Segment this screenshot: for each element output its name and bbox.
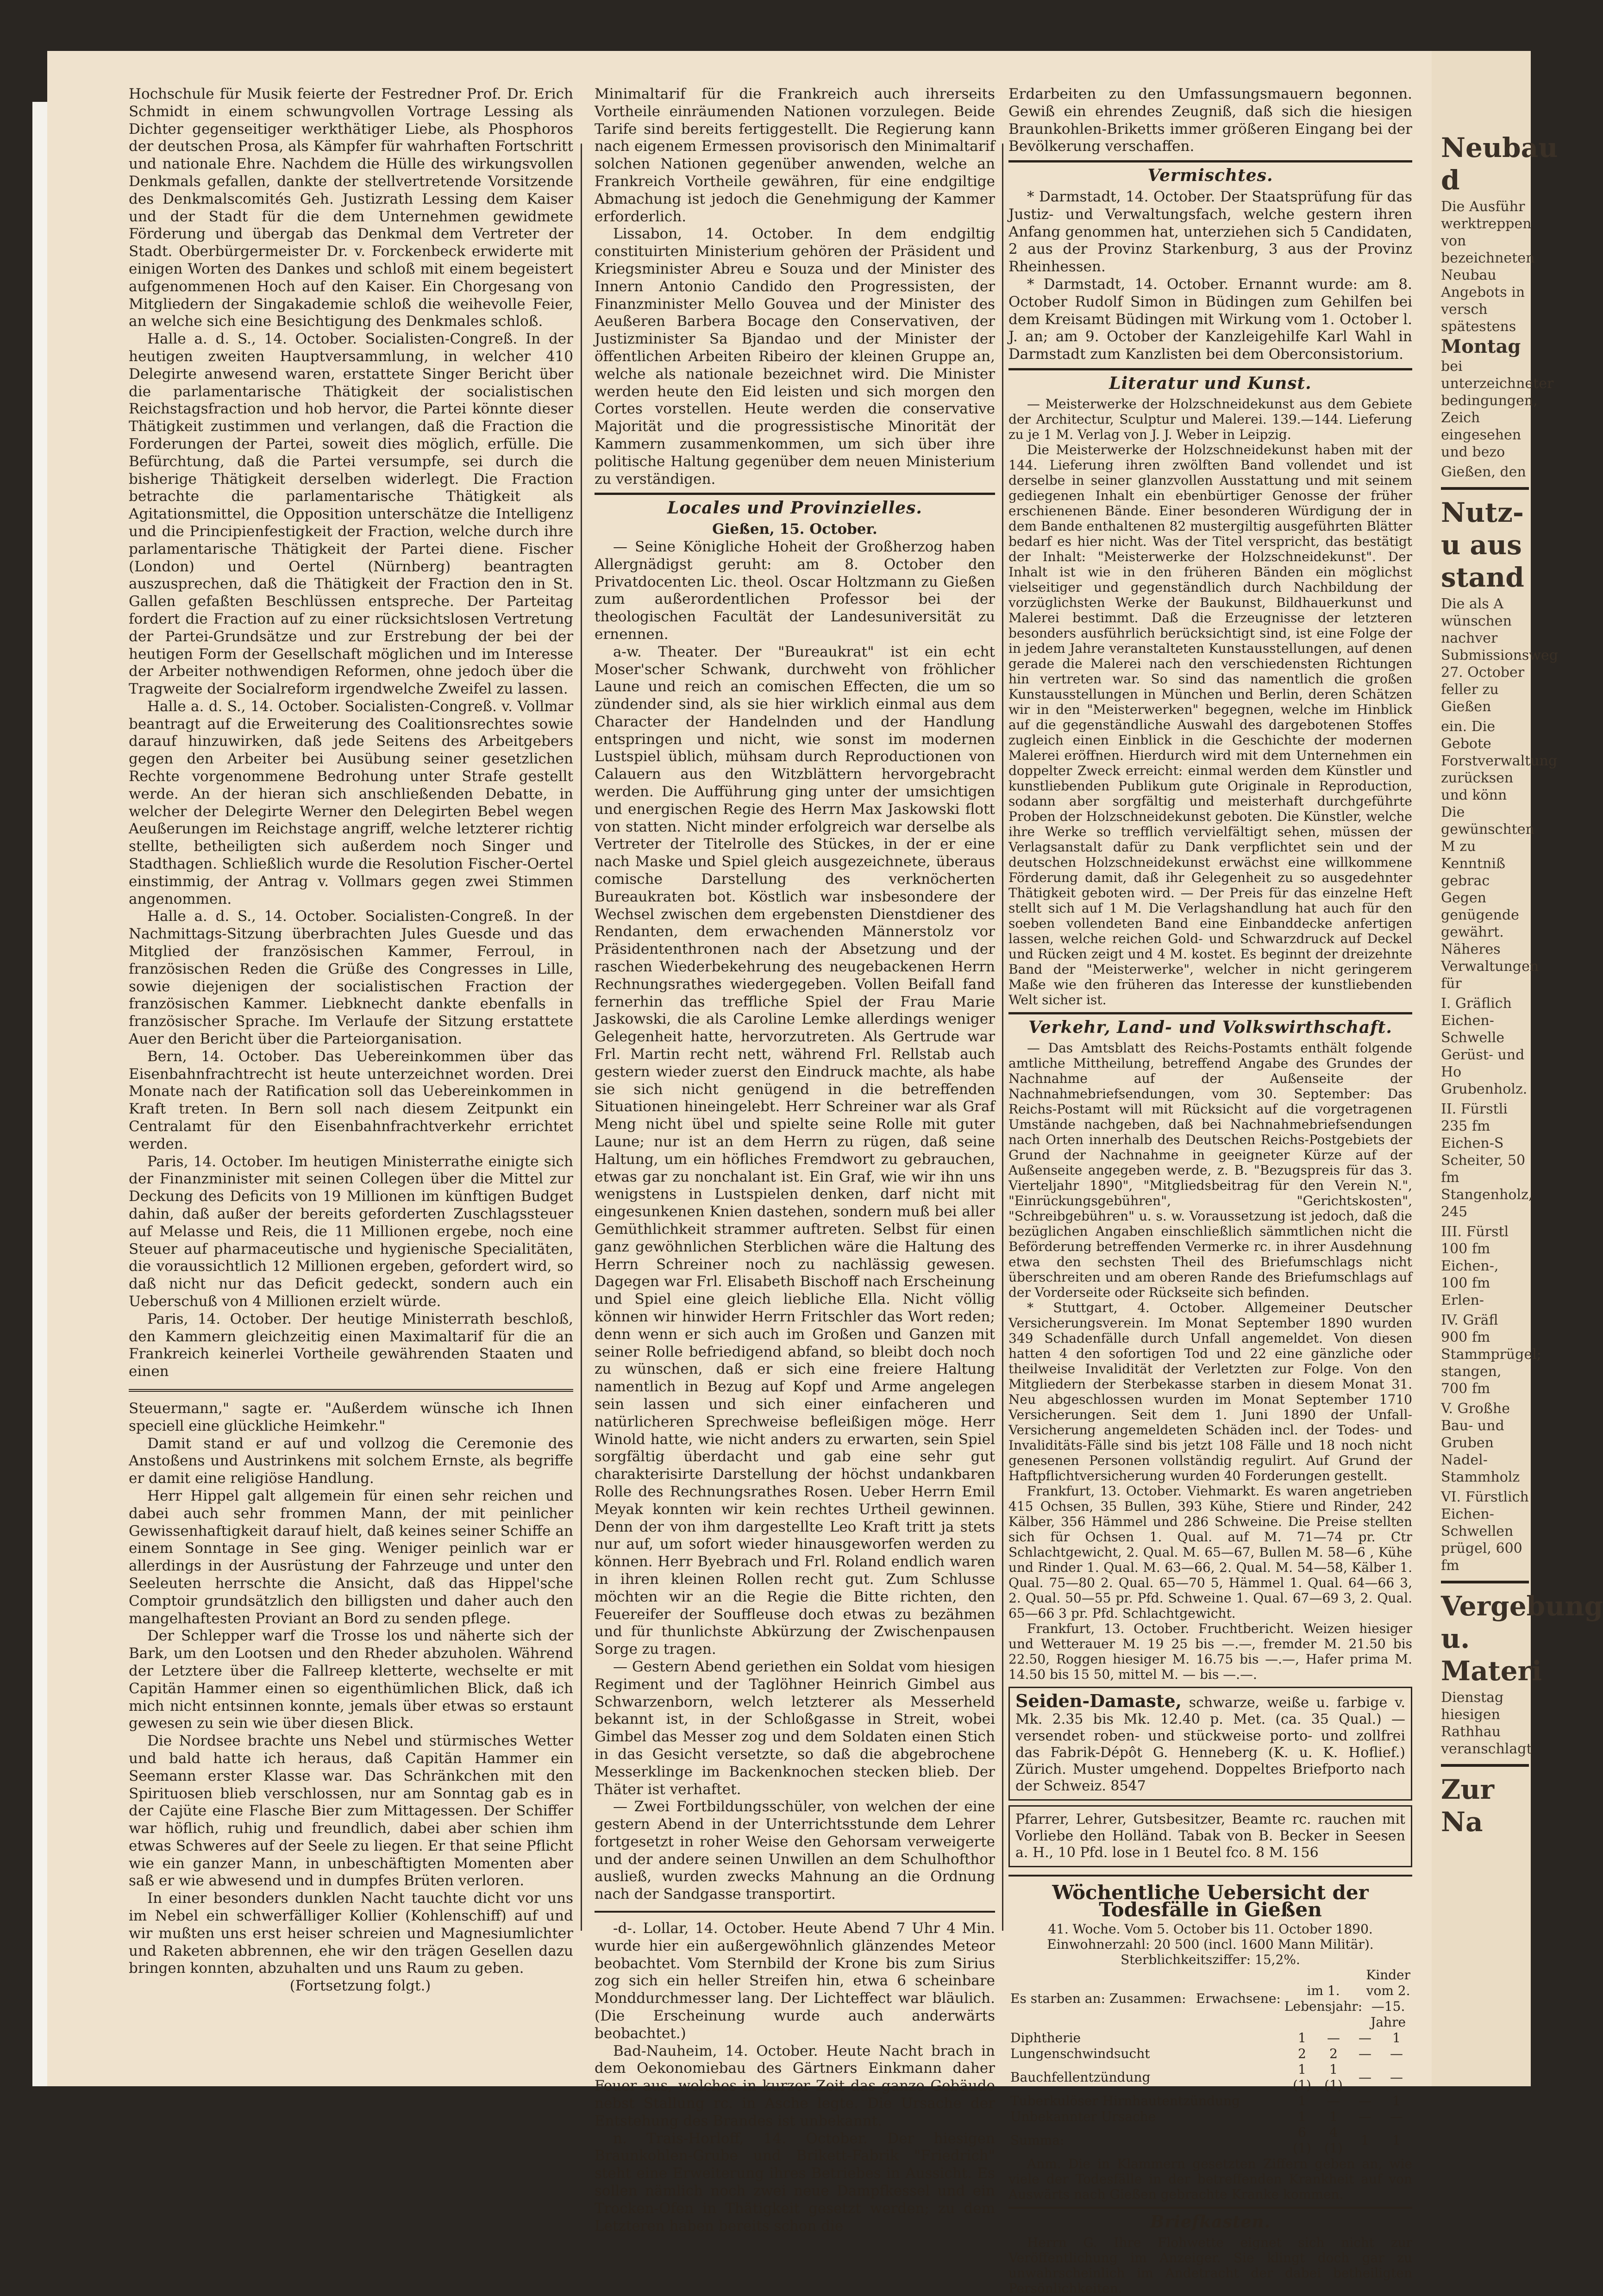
paragraph-fruchtbericht: Frankfurt, 13. October. Fruchtbericht. Weizen hiesiger und Wetterauer M. 19 25 bis —.—, fremder M. 21.50 bis 22.50, Roggen hiesiger M. 16.75 bis —.—, Hafer prima M. 14.50 bis 15 50, mittel M. — bis —.—.	[1008, 1620, 1412, 1682]
adjacent-text-11: V. Großhe Bau- und Gruben Nadel-Stammholz	[1441, 1401, 1520, 1485]
adjacent-rule-1	[1441, 487, 1529, 490]
paragraph-bern: Bern, 14. October. Das Uebereinkommen über das Eisenbahnfrachtrecht ist heute unterzeichnet worden. Drei Monate nach der Ratification soll das Uebereinkommen in Kraft treten. In Bern soll nach diesem Zeitpunkt ein Centralamt für den Eisenbahnfrachtverkehr errichtet werden.	[129, 1048, 573, 1152]
section-title-vermischtes: Vermischtes.	[1147, 166, 1273, 186]
adjacent-heading-4: Zur Na	[1441, 1774, 1495, 1838]
death-cell-kids: —	[1390, 2109, 1403, 2125]
feuilleton-p5: Die Nordsee brachte uns Nebel und stürmisches Wetter und bald hatte ich heraus, daß Capitän Hammer ein Seemann erster Klasse war. Das Schränkchen mit den Spirituosen blieb verschlossen, nur am Sonntag gab es in der Cajüte eine Flasche Bier zum Mittagessen. Der Schiffer war höflich, ruhig und freundlich, dabei aber schien ihm etwas Schweres auf der Seele zu liegen. Er that seine Pflicht wie ein ganzer Mann, in unbeschäftigten Momenten aber saß er wie abwesend und in dumpfes Brüten verloren.	[129, 1733, 573, 1889]
death-header-cause: Es starben an: Zusammen:	[1010, 1991, 1186, 2007]
adjacent-page-text	[1441, 130, 1603, 1840]
death-cell-infants: —	[1359, 2093, 1371, 2109]
feuilleton-p4: Der Schlepper warf die Trosse los und näherte sich der Bark, um den Lootsen und den Rheder abzuholen. Während der Letztere über die Fallreep kletterte, wechselte er mit Capitän Hammer einen so eigenthümlichen Blick, daß ich mich nicht entsinnen konnte, jemals über etwas so erstaunt gewesen zu sein wie über diesen Blick.	[129, 1627, 573, 1732]
column-rule-1	[581, 144, 582, 1931]
section-title-locales: Locales und Provinzielles.	[667, 498, 922, 518]
adjacent-rule-2	[1441, 1581, 1529, 1583]
paragraph-halle-2: Halle a. d. S., 14. October. Socialisten-Congreß. v. Vollmar beantragt auf die Erweiterung des Coalitionsrechtes sowie darauf hinzuwirken, daß jede Seitens des Arbeitgebers gegen den Arbeiter bei Ausübung seiner gesetzlichen Rechte vorgenommene Bedrohung unter Strafe gestellt werde. An der hieran sich anschließenden Debatte, in welcher der Delegirte Werner den Delegirten Bebel wegen Aeußerungen im Reichstage angriff, welche letzterer richtig stellte, betheiligten sich außerdem noch Singer und Stadthagen. Schließlich wurde die Resolution Fischer-Oertel einstimmig, der Antrag v. Vollmars gegen zwei Stimmen angenommen.	[129, 698, 573, 907]
paragraph-lissabon: Lissabon, 14. October. In dem endgiltig constituirten Ministerium gehören der Präsident und Kriegsminister Abreu e Souza und der Minister des Innern Antonio Candido den Progressisten, der Finanzminister Mello Gouvea und der Minister des Aeußeren Barbera Bocage den Conservativen, der Justizminister Sa Bjandao und der Minister der öffentlichen Arbeiten Ribeiro der kleinen Gruppe an, welche als nationale bezeichnet wird. Die Minister werden heute den Eid leisten und sich morgen den Cortes vorstellen. Heute werden die conservative Majorität und die progressistische Minorität der Kammern zusammenkommen, um sich über ihre politische Haltung gegenüber dem neuen Ministerium zu verständigen.	[595, 225, 995, 488]
death-cell-infants: —	[1359, 2046, 1371, 2062]
death-cell-infants: 1	[1361, 2133, 1369, 2148]
paragraph-meisterwerke-head: — Meisterwerke der Holzschneidekunst aus dem Gebiete der Architectur, Sculptur und Malerei. 139.—144. Lieferung zu je 1 M. Verlag von J. J. Weber in Leipzig.	[1008, 396, 1412, 442]
paragraph-meisterwerke: Die Meisterwerke der Holzschneidekunst haben mit der 144. Lieferung ihren zwölften Band vollendet und ist derselbe in seiner glanzvollen Ausstattung und mit seinem gediegenen Inhalt ein ebenbürtiger Genosse der früher erschienenen Bände. Einer besonderen Würdigung der in dem Bande enthaltenen 82 mustergiltig ausgeführten Blätter bedarf es hier nicht. Was der Titel verspricht, das bestätigt der Inhalt: "Meisterwerke der Holzschneidekunst". Der Inhalt ist wie in den früheren Bänden ein möglichst vielseitiger und gegenständlich durch Nachbildung der vorzüglichsten Werke der Baukunst, Bildhauerkunst und Malerei bestimmt. Daß die Erzeugnisse der letzteren besonders ausführlich berücksichtigt sind, ist eine Folge der in jedem Jahre veranstalteten Kunstausstellungen, auf denen gerade die Malerei nach den verschiedensten Richtungen hin vertreten war. So sind das namentlich die großen Kunstausstellungen in München und Berlin, deren Schätzen wir in den "Meisterwerken" begegnen, welche im Hinblick auf die gegenständliche Auswahl des dargebotenen Stoffes zugleich einen Einblick in die Geschichte der modernen Malerei eröffnen. Hierdurch wird mit dem Unternehmen ein doppelter Zweck erreicht: einmal werden dem Künstler und kunstliebenden Publikum gute Originale in Reproduction, sodann aber sorgfältig und meisterhaft durchgeführte Proben der Holzschneidekunst geboten. Die Künstler, welche ihre Werke so trefflich vervielfältigt sehen, müssen der Verlagsanstalt dafür zu Dank verpflichtet sein und der deutschen Holzschneidekunst erwächst eine willkommene Förderung damit, daß ihr Gelegenheit zu so ausgedehnter Thätigkeit geboten wird. — Der Preis für das einzelne Heft stellt sich auf 1 M. Die Verlagshandlung hat auch für den soeben vollendeten Band eine Einbanddecke anfertigen lassen, welche reichen Gold- und Schwarzdruck auf Deckel und Rücken zeigt und 4 M. kostet. Es beginnt der dreizehnte Band der "Meisterwerke", welcher in nicht geringerem Maße wie den früheren das Interesse der kunstliebenden Welt sicher ist.	[1008, 442, 1412, 1007]
death-cell-infants: —	[1359, 2070, 1371, 2085]
ad-tabak-text: Pfarrer, Lehrer, Gutsbesitzer, Beamte rc. rauchen mit Vorliebe den Holländ. Tabak von B. Becker in Seesen a. H., 10 Pfd. lose in 1 Beutel fco. 8 M. 156	[1015, 1811, 1405, 1861]
feuilleton-p2: Damit stand er auf und vollzog die Ceremonie des Anstoßens und Austrinkens mit solchem Ernste, als begriffe er damit eine religiöse Handlung.	[129, 1435, 573, 1487]
adjacent-text-8: II. Fürstli 235 fm Eichen-S Scheiter, 50 fm Stangenholz, 245	[1441, 1101, 1533, 1220]
section-verkehr	[1008, 1012, 1412, 1037]
death-cell-adults: 2	[1329, 2046, 1338, 2062]
column-2	[595, 86, 995, 2235]
page-edge-strip	[32, 102, 47, 2086]
death-cell-total: 1	[1298, 2109, 1306, 2125]
paragraph-braunkohle: Erdarbeiten zu den Umfassungsmauern begonnen. Gewiß ein ehrendes Zeugniß, daß sich die hiesigen Braunkohlen-Briketts immer größeren Eingang bei der Bevölkerung verschaffen.	[1008, 86, 1412, 155]
death-cell-infants: —	[1359, 2109, 1371, 2125]
adjacent-text-9: III. Fürstl 100 fm Eichen-, 100 fm Erlen-	[1441, 1224, 1509, 1308]
ad-seiden-title: Seiden-Damaste,	[1015, 1690, 1182, 1711]
paragraph-paris-2: Paris, 14. October. Der heutige Ministerrath beschloß, den Kammern gleichzeitig einen Maximaltarif für die an Frankreich keinerlei Vortheile gewährenden Staaten und einen	[129, 1310, 573, 1380]
death-cell-cause: Lungenschwindsucht	[1010, 2046, 1150, 2062]
paragraph-darmstadt-1: * Darmstadt, 14. October. Der Staatsprüfung für das Justiz- und Verwaltungsfach, welche gestern ihren Anfang genommen hat, unterziehen sich 5 Candidaten, 2 aus der Provinz Starkenburg, 3 aus der Provinz Rheinhessen.	[1008, 188, 1412, 275]
death-cell-adults: 1 (1)	[1324, 2062, 1343, 2093]
death-cell-kids: 1	[1392, 2133, 1401, 2148]
death-cell-kids: 1	[1392, 2030, 1401, 2046]
ad-seiden-text: schwarze, weiße u. farbige v. Mk. 2.35 bis Mk. 12.40 p. Met. (ca. 35 Qual.) — versendet roben- und stückweise porto- und zollfrei das Fabrik-Dépôt G. Henneberg (K. u. K. Hoflief.) Zürich. Muster umgehend. Doppeltes Briefporto nach der Schweiz. 8547	[1015, 1694, 1405, 1794]
paragraph-lollar: -d-. Lollar, 14. October. Heute Abend 7 Uhr 4 Min. wurde hier ein außergewöhnlich glänzendes Meteor beobachtet. Vom Sternbild der Krone bis zum Sirius zog sich ein heller Streifen hin, etwa 6 scheinbare Monddurchmesser lang. Der Lichteffect war bläulich. (Die Erscheinung wurde auch anderwärts beobachtet.)	[595, 1920, 995, 2042]
adjacent-text-5: Die als A wünschen nachver Submissionsweg 27. October feller zu Gießen	[1441, 596, 1558, 715]
paragraph-halle-3: Halle a. d. S., 14. October. Socialisten-Congreß. In der Nachmittags-Sitzung überbrachten Jules Guesde und das Mitglied der französischen Kammer, Ferroul, in französischen Reden die Grüße des Congresses in Lille, sowie diejenigen der socialistischen Fraction der französischen Kammer. Liebknecht dankte ebenfalls in französischer Sprache. Im Verlaufe der Sitzung erstattete Auer den Bericht über die Parteiorganisation.	[129, 908, 573, 1048]
death-week: 41. Woche. Vom 5. October bis 11. October 1890.	[1048, 1921, 1373, 1937]
section-title-verkehr: Verkehr, Land- und Volkswirthschaft.	[1028, 1017, 1392, 1037]
paragraph-nauheim: Bad-Nauheim, 14. October. Heute Nacht brach in dem Oekonomiebau des Gärtners Einkmann daher Feuer aus, welches in kurzer Zeit das ganze Gebäude nebst Stallung rc. in Asche legte. Die Ursache der Entstehung des Brandes ist unbekannt.	[595, 2042, 995, 2129]
death-rate: Sterblichkeitsziffer: 15,2%.	[1121, 1952, 1300, 1968]
adjacent-text-2: Montag	[1441, 336, 1521, 357]
death-population: Einwohnerzahl: 20 500 (incl. 1600 Mann Militär).	[1047, 1937, 1374, 1952]
death-table-header	[1008, 1967, 1412, 2030]
paragraph-reichspost: — Das Amtsblatt des Reichs-Postamts enthält folgende amtliche Mittheilung, betreffend Angabe des Grundes der Nachnahme auf der Außenseite der Nachnahmebriefsendungen, vom 30. September: Das Reichs-Postamt will mit Rücksicht auf die vorgetragenen Umstände nachgeben, daß bei Nachnahmebriefsendungen nach Orten innerhalb des Deutschen Reichs-Postgebiets der Grund der Nachnahme in geeigneter Kürze auf der Außenseite angegeben werde, z. B. "Bezugspreis für das 3. Vierteljahr 1890", "Mitgliedsbeitrag für den Verein N.", "Einrückungsgebühren", "Gerichtskosten", "Schreibgebühren" u. s. w. Voraussetzung ist jedoch, daß die bezüglichen Angaben einschließlich sämmtlichen nicht die Beförderung betreffenden Vermerke rc. in ihrer Ausdehnung etwa den sechsten Theil des Briefumschlags nicht überschreiten und am oberen Rande des Briefumschlags auf der Vorderseite oder Rückseite sich befinden.	[1008, 1040, 1412, 1300]
death-cell-kids: —	[1390, 2046, 1403, 2062]
adjacent-text-13: Dienstag hiesigen Rathhau veranschlagt	[1441, 1689, 1532, 1757]
adjacent-text-3: bei unterzeichneter bedingungen, Zeich eingesehen und bezo	[1441, 358, 1554, 460]
paragraph-darmstadt-2: * Darmstadt, 14. October. Ernannt wurde: am 8. October Rudolf Simon in Büdingen zum Gehilfen bei dem Kreisamt Büdingen mit Wirkung vom 1. October l. J. an; am 9. October der Kanzleigehilfe Karl Wahl in Darmstadt zum Kanzlisten bei dem Oberconsistorium.	[1008, 275, 1412, 363]
ad-seiden-damaste	[1008, 1687, 1412, 1801]
adjacent-page	[1432, 51, 1603, 2086]
feuilleton-p3: Herr Hippel galt allgemein für einen sehr reichen und dabei auch sehr frommen Mann, der mit peinlicher Gewissenhaftigkeit darauf hielt, daß keines seiner Schiffe an einem Sonntage in See ging. Weniger peinlich war er allerdings in der Ausrüstung der Fahrzeuge und unter den Seeleuten herrschte die Ansicht, daß das Hippel'sche Comptoir grundsätzlich den billigsten und daher auch den mangelhaftesten Proviant an Bord zu senden pflege.	[129, 1487, 573, 1627]
column-rule-2	[1002, 144, 1003, 1931]
adjacent-text-4: Gießen, den	[1441, 464, 1526, 480]
section-vermischtes	[1008, 160, 1412, 185]
death-header-adults: Erwachsene:	[1196, 1991, 1281, 2007]
paragraph-lessing: Hochschule für Musik feierte der Festredner Prof. Dr. Erich Schmidt in einem schwungvollen Vortrage Lessing als Dichter gegenseitiger werkthätiger Liebe, als Phosphoros der deutschen Prosa, als Kämpfer für wahrhaften Fortschritt und nationale Ehre. Nachdem die Hülle des wirkungsvollen Denkmals gefallen, dankte der stellvertretende Vorsitzende des Denkmalscomités Geh. Justizrath Lessing dem Kaiser und der Stadt für die dem Unternehmen gewidmete Förderung und übergab das Denkmal dem Vertreter der Stadt. Oberbürgermeister Dr. v. Forckenbeck erwiderte mit einigen Worten des Dankes und schloß mit einem begeistert aufgenommenen Hoch auf den Kaiser. Ein Chorgesang von Mitgliedern der Singakademie schloß die weihevolle Feier, an welche sich eine Besichtigung des Denkmales schloß.	[129, 86, 573, 330]
death-cell-cause: Bauchfellentzündung	[1010, 2070, 1151, 2085]
column-1	[129, 86, 573, 1995]
section-briefkasten	[1008, 2207, 1412, 2231]
death-row	[1008, 2062, 1412, 2093]
death-cell-cause: Unbekannter Ursache	[1010, 2109, 1156, 2125]
dateline-giessen: Gießen, 15. October.	[712, 521, 877, 538]
death-cell-total: 2	[1298, 2046, 1306, 2062]
adjacent-text-1: Die Ausführ werktreppen von bezeichneten Neubau Angebots in versch spätestens	[1441, 199, 1535, 335]
section-title-briefkasten: Briefkasten.	[1150, 2212, 1271, 2232]
adjacent-heading-2: Nutz- u aus stand	[1441, 497, 1524, 593]
paragraph-grossherzog: — Seine Königliche Hoheit der Großherzog haben Allergnädigst geruht: am 8. October den Privatdocenten Lic. theol. Oscar Holtzmann zu Gießen zum außerordentlichen Professor bei der theologischen Facultät der Landesuniversität zu ernennen.	[595, 538, 995, 643]
adjacent-heading-3: Vergebung u. Materi	[1441, 1590, 1603, 1687]
paragraph-fortbildung: — Zwei Fortbildungsschüler, von welchen der eine gestern Abend in der Unterrichtsstunde dem Lehrer fortgesetzt in roher Weise den Gehorsam verweigerte und der andere seinen Unwillen an dem Schulhofthor ausließ, wurden zwecks Mahnung an die Ordnung nach der Sandgasse transportirt.	[595, 1798, 995, 1903]
death-cell-adults: —	[1327, 2093, 1340, 2109]
death-note: Anm. Die in Klammern gesetzten Ziffern geben an, wie viele der Todesfälle in der betreffenden Krankheit auf von Auswärts nach Gießen gebrachte Kranke kommen.	[1008, 2156, 1412, 2202]
death-cell-adults: 1	[1329, 2109, 1338, 2125]
death-cell-kids: —	[1390, 2070, 1403, 2085]
continuation-note: (Fortsetzung folgt.)	[289, 1977, 431, 1995]
paragraph-stuttgart: * Stuttgart, 4. October. Allgemeiner Deutscher Versicherungsverein. Im Monat September 1890 wurden 349 Schadenfälle durch Unfall angemeldet. Von diesen hatten 4 den sofortigen Tod und 22 eine gänzliche oder theilweise Invalidität der Verletzten zur Folge. Von den Mitgliedern der Sterbekasse starben in diesem Monat 31. Neu abgeschlossen wurden im Monat September 1710 Versicherungen. Seit dem 1. Juni 1890 der Unfall-Versicherung angemeldeten Schäden incl. der Todes- und Invaliditäts-Fälle sind bis jetzt 108 Fälle und 18 noch nicht genesenen Personen vollständig regulirt. Auf Grund der Haftpflichtversicherung wurden 40 Forderungen gestellt.	[1008, 1300, 1412, 1483]
paragraph-theater: a-w. Theater. Der "Bureaukrat" ist ein echt Moser'scher Schwank, durchweht von fröhlicher Laune und reich an comischen Effecten, die um so zündender sind, als sie hier wirklich einmal aus dem Character der Handelnden und der Handlung entspringen und nicht, wie sonst im modernen Lustspiel üblich, mühsam durch Reproductionen von Calauern aus den Witzblättern hervorgebracht werden. Die Aufführung ging unter der umsichtigen und energischen Regie des Herrn Max Jaskowski flott von statten. Nicht minder erfolgreich war derselbe als Vertreter der Titelrolle des Stückes, in der er eine nach Maske und Spiel gleich ausgezeichnete, überaus comische Darstellung des verknöcherten Bureaukraten bot. Köstlich war insbesondere der Wechsel zwischen dem ergebensten Dienstdiener des Rendanten, dem erwachenden Männerstolz vor Präsidententhronen nach der Absetzung und der raschen Wiederbekehrung des neugebackenen Herrn Rechnungsrathes wiedergegeben. Vollen Beifall fand fernerhin das treffliche Spiel der Frau Marie Jaskowski, die als Caroline Lemke allerdings weniger Gelegenheit hatte, hervorzutreten. Als Gertrude war Frl. Martin recht nett, während Frl. Rellstab auch gestern wieder zuerst den Eindruck machte, als habe sie sich nicht genügend in die betreffenden Situationen hineingelebt. Herr Schreiner war als Graf Meng nicht übel und spielte seine Rolle mit guter Laune; nur ist an dem Herrn zu rügen, daß seine Haltung, um ein höfliches Fremdwort zu gebrauchen, etwas gar zu nonchalant ist. Ein Graf, wie wir ihn uns wenigstens in Lustspielen denken, darf nicht mit eingesunkenen Knien dastehen, sondern muß bei aller Gemüthlichkeit strammer auftreten. Selbst für einen ganz gewöhnlichen Sterblichen wäre die Haltung des Herrn Schreiner noch zu nachlässig gewesen. Dagegen war Frl. Elisabeth Bischoff nach Erscheinung und Spiel eine gleich liebliche Ella. Nicht völlig können wir hinwider Herrn Fritschler das Wort reden; denn wenn er sich auch im Großen und Ganzen mit seiner Rolle befriedigend abfand, so bleibt doch noch zu wünschen, daß er sich eine freiere Haltung namentlich in Bezug auf Kopf und Arme angelegen sein lassen und sich einer einfacheren und natürlicheren Sprechweise befleißigen möge. Herr Winold hatte, wie nicht anders zu erwarten, sein Spiel sorgfältig überdacht und gab eine sehr gut charakterisirte Darstellung der höchst undankbaren Rolle des Rechnungsrathes Rosen. Ueber Herrn Emil Meyak konnten wir kein rechtes Urtheil gewinnen. Denn der von ihm dargestellte Leo Kraft tritt ja stets nur auf, um sofort wieder hinausgeworfen werden zu können. Herr Byebrach und Frl. Roland endlich waren in ihren kleinen Rollen recht gut. Zum Schlusse möchten wir an die Regie die Bitte richten, den Feuereifer der Souffleuse doch etwas zu bezähmen und für thunlichste Abkürzung der Zwischenpausen Sorge zu tragen.	[595, 643, 995, 1658]
adjacent-text-10: IV. Gräfl 900 fm Stammprügel; stangen, 700 fm	[1441, 1312, 1541, 1397]
adjacent-text-7: I. Gräflich Eichen-Schwelle Gerüst- und Ho Grubenholz.	[1441, 995, 1528, 1097]
death-row	[1008, 2046, 1412, 2062]
death-table	[1008, 1967, 1412, 2030]
adjacent-heading-1: Neubau d	[1441, 132, 1558, 196]
death-cell-kids: 1	[1392, 2093, 1401, 2109]
death-cell-adults: —	[1327, 2030, 1340, 2046]
death-cell-infants: —	[1359, 2030, 1371, 2046]
adjacent-rule-3	[1441, 1764, 1529, 1767]
death-cell-cause: Diphtherie	[1010, 2030, 1081, 2046]
death-cell-cause: Summa:	[1010, 2133, 1064, 2148]
column-3	[1008, 86, 1412, 2296]
death-header-infants: im 1. Lebensjahr:	[1284, 1983, 1363, 2014]
death-header-kids: Kinder vom 2.—15. Jahre	[1366, 1967, 1410, 2030]
feuilleton-p6: In einer besonders dunklen Nacht tauchte dicht vor uns im Nebel ein schwerfälliger Kollier (Kohlenschiff) auf und wir mußten uns erst heiser schreien und Magnesiumlichter und Raketen abbrennen, ehe wir den trägen Gesellen dazu bringen konnten, abzuhalten und uns Raum zu geben.	[129, 1890, 573, 1977]
adjacent-text-12: VI. Fürstlich Eichen-Schwellen prügel, 600 fm	[1441, 1489, 1529, 1574]
paragraph-briefkasten: Herrn G. Ihre Flohwette eignet sich nicht zur Veröffentlichung im Anzeiger. Sie klingt doch gar zu unwahrscheinlich im Andetracht der dabei betheiligten Persönlichkeiten.	[1008, 2234, 1412, 2296]
death-cell-total: 1	[1298, 2030, 1306, 2046]
section-title-literatur: Literatur und Kunst.	[1109, 373, 1312, 393]
death-table-title: Wöchentliche Uebersicht der Todesfälle in Gießen	[1052, 1881, 1369, 1921]
death-row	[1008, 2030, 1412, 2046]
separator-rule	[595, 1911, 995, 1913]
death-row	[1008, 2125, 1412, 2156]
paragraph-halle-1: Halle a. d. S., 14. October. Socialisten-Congreß. In der heutigen zweiten Hauptversammlung, in welcher 410 Delegirte anwesend waren, erstattete Singer Bericht über die parlamentarische Thätigkeit der socialistischen Reichstagsfraction und hob hervor, die Partei könnte dieser Thätigkeit zustimmen und verlangen, daß die Fraction die Forderungen der Partei, soweit dies möglich, erfülle. Die Befürchtung, daß die Partei versumpfe, sei durch die bisherige Thätigkeit derselben widerlegt. Die Fraction betrachte die parlamentarische Thätigkeit als Agitationsmittel, die Opposition unterschätze die Intelligenz und die Principienfestigkeit der Fraction, welche durch ihre parlamentarische Thätigkeit der Partei diene. Fischer (London) und Oertel (Nürnberg) beantragten auszusprechen, daß die Thätigkeit der Fraction den in St. Gallen gefaßten Beschlüssen entspreche. Der Parteitag fordert die Fraction auf zu einer rücksichtslosen Vertretung der Partei-Grundsätze und zur Erstrebung der bei der heutigen Form der Gesellschaft möglichen und im Interesse der Arbeiter nothwendigen Reformen, ohne jedoch über die Tragweite der Socialreform irgendwelche Zweifel zu lassen.	[129, 331, 573, 698]
paragraph-minimaltarif: Minimaltarif für die Frankreich auch ihrerseits Vortheile einräumenden Nationen vorzulegen. Beide Tarife sind bereits fertiggestellt. Die Regierung kann nach eigenem Ermessen provisorisch den Minimaltarif solchen Nationen gegenüber anwenden, welche an Frankreich Vortheile gewähren, für eine endgiltige Abmachung ist jedoch die Genehmigung der Kammer erforderlich.	[595, 86, 995, 225]
paragraph-trais-horloff: n. Trais-Horloff, 14. October. Der hiesigen Braunkohlen-Grube und Brikett-Fabrik "Friedrich" steht eine Erweiterung ihres Betriebes in Aussicht. Es sollen nämlich noch zwei neue Dampfkessel und ein Trocken-Ofen in Thätigkeit gesetzt werden; zu dem Letzteren haben bereits schon die	[595, 2130, 995, 2234]
feuilleton-p1: Steuermann," sagte er. "Außerdem wünsche ich Ihnen speciell eine glückliche Heimkehr."	[129, 1400, 573, 1434]
paragraph-soldat: — Gestern Abend geriethen ein Soldat vom hiesigen Regiment und der Taglöhner Heinrich Gimbel aus Schwarzenborn, welch letzterer als Messerheld bekannt ist, in der Schloßgasse in Streit, wobei Gimbel das Messer zog und dem Soldaten einen Stich in das Gesicht versetzte, so daß die abgebrochene Messerklinge im Backenknochen stecken blieb. Der Thäter ist verhaftet.	[595, 1658, 995, 1798]
death-row	[1008, 2109, 1412, 2125]
paragraph-paris-1: Paris, 14. October. Im heutigen Ministerrathe einigte sich der Finanzminister mit seinen Collegen über die Mittel zur Deckung des Deficits von 19 Millionen im künftigen Budget dahin, daß außer der bereits geforderten Zuschlagssteuer auf Melasse und Reis, die 11 Millionen ergebe, noch eine Steuer auf pharmaceutische und hygienische Specialitäten, die voraussichtlich 12 Millionen ergeben, gefordert wird, so daß nicht nur das Deficit gedeckt, sondern auch ein Ueberschuß von 4 Millionen erzielt würde.	[129, 1153, 573, 1310]
death-cell-total: 6 (1)	[1293, 2125, 1311, 2156]
paragraph-viehmarkt: Frankfurt, 13. October. Viehmarkt. Es waren angetrieben 415 Ochsen, 35 Bullen, 393 Kühe, Stiere und Rinder, 242 Kälber, 356 Hämmel und 286 Schweine. Die Preise stellten sich für Ochsen 1. Qual. auf M. 71—74 pr. Ctr Schlachtgewicht, 2. Qual. M. 65—67, Bullen M. 58—6 , Kühe und Rinder 1. Qual. M. 63—66, 2. Qual. M. 54—58, Kälber 1. Qual. 75—80 2. Qual. 65—70 5, Hämmel 1. Qual. 64—66 3, 2. Qual. 50—55 pr. Pfd. Schweine 1. Qual. 67—69 3, 2. Qual. 65—66 3 pr. Pfd. Schlachtgewicht.	[1008, 1483, 1412, 1621]
section-locales	[595, 493, 995, 517]
death-cell-total: 1	[1298, 2093, 1306, 2109]
section-literatur	[1008, 368, 1412, 393]
death-rule-top	[1008, 1875, 1412, 1877]
ad-tabak	[1008, 1805, 1412, 1867]
adjacent-text-6: ein. Die Gebote Forstverwaltung zurücksen und könn Die gewünschten M zu Kenntniß gebrac Gegen genügende gewährt. Näheres Verwaltungen für	[1441, 719, 1558, 992]
death-cell-adults: 4 (1)	[1324, 2125, 1343, 2156]
death-cell-total: 1 (1)	[1293, 2062, 1311, 2093]
feuilleton-rule	[129, 1389, 573, 1392]
death-cell-cause: Tuberkulöser Hirnhautentzündung	[1010, 2093, 1240, 2109]
death-table-body	[1008, 2030, 1412, 2156]
death-row	[1008, 2093, 1412, 2109]
